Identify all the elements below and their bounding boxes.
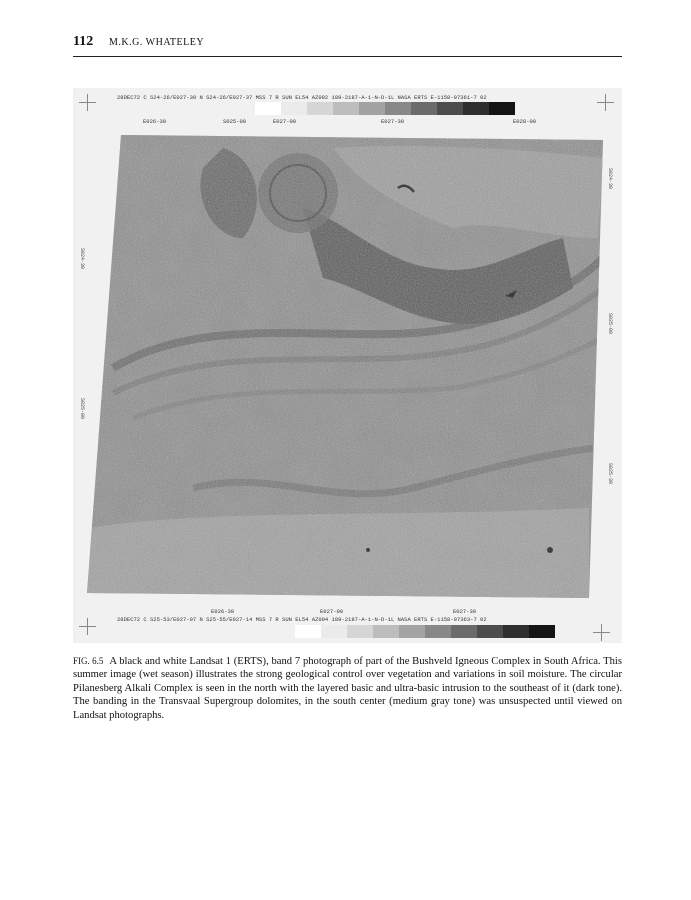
gray-step-10	[529, 625, 555, 638]
gray-step-1	[295, 625, 321, 638]
page-number: 112	[73, 34, 94, 49]
gray-step-5	[399, 625, 425, 638]
header-rule	[73, 56, 622, 57]
bottom-header-text: 28DEC72 C S25-53/E027-07 N S25-55/E027-14 MSS 7 R SUN EL54 AZ094 189-2187-A-1-N-D-1L NASA ERTS E-1158-07363-7 02	[117, 616, 487, 623]
right-tick-1: S024-30	[607, 168, 613, 190]
running-header	[73, 34, 622, 56]
top-header-text: 28DEC72 C S24-26/E027-30 N S24-26/E027-37 MSS 7 R SUN EL54 AZ092 189-2187-A-1-N-D-1L NASA ERTS E-1158-07361-7 02	[117, 94, 487, 101]
top-tick-4: E027-30	[381, 118, 405, 125]
caption-text: A black and white Landsat 1 (ERTS), band 7 photograph of part of the Bushveld Igneous Complex in South Africa. This summer image (wet season) illustrates the strong geological control over vegetation and variations in soil moisture. The circular Pilanesberg Alkali Complex is seen in the north with the layered basic and ultra-basic intrusion to the southeast of it (dark tone). The banding in the Transvaal Supergroup dolomites, in the south center (medium gray tone) was unsuspected until viewed on Landsat photographs.	[73, 656, 622, 721]
bottom-tick-2: E027-00	[320, 608, 344, 615]
top-tick-5: E028-00	[513, 118, 537, 125]
gray-step-7	[451, 625, 477, 638]
left-tick-1: S024-30	[79, 248, 85, 270]
registration-mark	[593, 624, 610, 641]
figure-caption	[73, 655, 622, 722]
right-tick-3: S025-30	[607, 463, 613, 485]
top-tick-1: E026-30	[143, 118, 167, 125]
gray-step-3	[347, 625, 373, 638]
gray-step-4	[373, 625, 399, 638]
bottom-tick-3: E027-30	[453, 608, 477, 615]
figure-label: FIG. 6.5	[73, 656, 104, 666]
landsat-figure	[73, 88, 622, 643]
gray-step-2	[321, 625, 347, 638]
landsat-image	[73, 88, 622, 643]
gray-step-6	[425, 625, 451, 638]
top-tick-3: E027-00	[273, 118, 297, 125]
gray-step-8	[477, 625, 503, 638]
left-tick-2: S025-00	[79, 398, 85, 420]
registration-mark	[79, 618, 96, 635]
right-tick-2: S025-00	[607, 313, 613, 335]
top-tick-2: S025-00	[223, 118, 247, 125]
running-author: M.K.G. WHATELEY	[109, 37, 205, 48]
bottom-gray-step-wedge	[295, 625, 555, 638]
gray-step-9	[503, 625, 529, 638]
bottom-tick-1: E026-30	[211, 608, 235, 615]
